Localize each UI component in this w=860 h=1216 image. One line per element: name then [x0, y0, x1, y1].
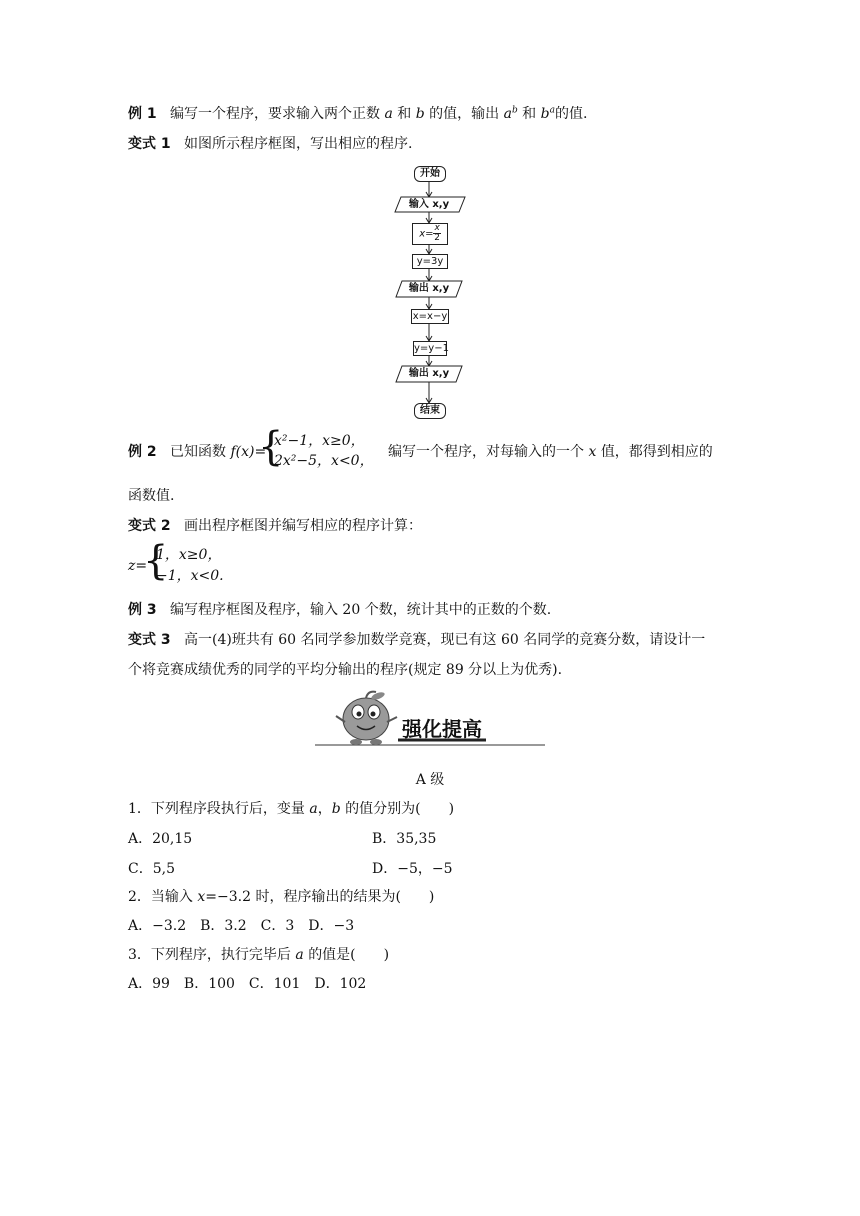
flowchart-input: 输入 x,y: [408, 199, 450, 210]
q2-var-x: x: [197, 889, 206, 905]
variant1-label: 变式 1: [128, 136, 171, 152]
example1-exp2-sup: a: [549, 105, 555, 116]
q1-sep: ，: [317, 801, 332, 817]
q3-options: A．99 B．100 C．101 D．102: [128, 976, 367, 992]
q1-stem-text: 1．下列程序段执行后，变量: [128, 801, 305, 817]
variant2-z: z=: [128, 558, 148, 574]
example2-line-d: 函数值.: [128, 488, 175, 504]
example2-text-a: 已知函数: [169, 444, 226, 460]
banner-title: 强化提高: [402, 717, 482, 741]
q2-stem: [128, 887, 434, 907]
assign-x-lhs: x=: [419, 228, 434, 240]
flowchart-start: 开始: [414, 166, 446, 182]
q2-stem-b: =−3.2 时，程序输出的结果为( ): [205, 889, 435, 905]
example1-exp1-base: a: [503, 106, 512, 122]
flowchart-assign-x2: x=x−y: [412, 311, 448, 322]
example2-label: 例 2: [128, 444, 157, 460]
q1-option-c: C．5,5: [128, 861, 175, 877]
variant3-text-a: 高一(4)班共有 60 名同学参加数学竞赛，现已有这 60 名同学的竞赛分数，请设计一: [183, 632, 706, 648]
example1-exp1-sup: b: [511, 105, 518, 116]
assign-x-den: 2: [434, 233, 441, 243]
q2-options: A．−3.2 B．3.2 C．3 D．−3: [128, 918, 355, 934]
mascot-icon: [336, 691, 397, 745]
q1-option-a: A．20,15: [128, 831, 193, 847]
variant2-case1: 1，x≥0，: [156, 547, 222, 563]
level-heading: A 级: [415, 772, 445, 788]
q1-var-a: a: [309, 801, 318, 817]
variant2-brace: {: [143, 538, 169, 584]
q3-stem-b: 的值是( ): [308, 947, 390, 963]
q3-stem-a: 3．下列程序，执行完毕后: [128, 947, 291, 963]
variant2-case2: −1，x<0.: [156, 568, 224, 584]
q1-var-b: b: [331, 801, 341, 817]
example1-and1: 和: [397, 106, 412, 122]
example1-label: 例 1: [128, 106, 157, 122]
q2-stem-a: 2．当输入: [128, 889, 193, 905]
variant3-text-b: 个将竞赛成绩优秀的同学的平均分输出的程序(规定 89 分以上为优秀).: [128, 662, 563, 678]
example1-text-c: 的值.: [554, 106, 588, 122]
flowchart-output1: 输出 x,y: [408, 283, 450, 294]
variant2-label: 变式 2: [128, 518, 171, 534]
example1-exp2-base: b: [540, 106, 550, 122]
q1-option-b: B．35,35: [372, 831, 437, 847]
variant1-text: 如图所示程序框图，写出相应的程序.: [183, 136, 413, 152]
q3-stem: [128, 945, 389, 965]
example1-text-a: 编写一个程序，要求输入两个正数: [169, 106, 380, 122]
example2-text-c: 值，都得到相应的: [600, 444, 713, 460]
q1-stem: [128, 799, 454, 819]
example1-var-b: b: [415, 106, 425, 122]
example2-text-b: 编写一个程序，对每输入的一个: [388, 444, 584, 460]
flowchart-end: 结束: [414, 403, 446, 419]
q1-option-d: D．−5，−5: [372, 861, 453, 877]
example2-var-x: x: [588, 444, 597, 460]
example2-case1: x²−1，x≥0，: [274, 433, 365, 449]
example1-text-b: 的值，输出: [429, 106, 500, 122]
example2-brace: {: [258, 424, 284, 470]
example2-case2: 2x²−5，x<0，: [274, 453, 374, 469]
q1-tail: 的值分别为( ): [345, 801, 455, 817]
flowchart-assign-y2: y=y−1: [414, 343, 449, 354]
example1-var-a: a: [384, 106, 393, 122]
example3-label: 例 3: [128, 602, 157, 618]
variant3-label: 变式 3: [128, 632, 171, 648]
example2-fx: f(x)=: [230, 444, 267, 460]
example1-and2: 和: [522, 106, 537, 122]
flowchart-output2: 输出 x,y: [408, 368, 450, 379]
assign-x-num: x: [434, 223, 440, 233]
flowchart-assign-y: y=3y: [412, 254, 448, 269]
variant2-text: 画出程序框图并编写相应的程序计算：: [183, 518, 422, 534]
q3-var-a: a: [295, 947, 304, 963]
example3-text: 编写程序框图及程序，输入 20 个数，统计其中的正数的个数.: [169, 602, 552, 618]
